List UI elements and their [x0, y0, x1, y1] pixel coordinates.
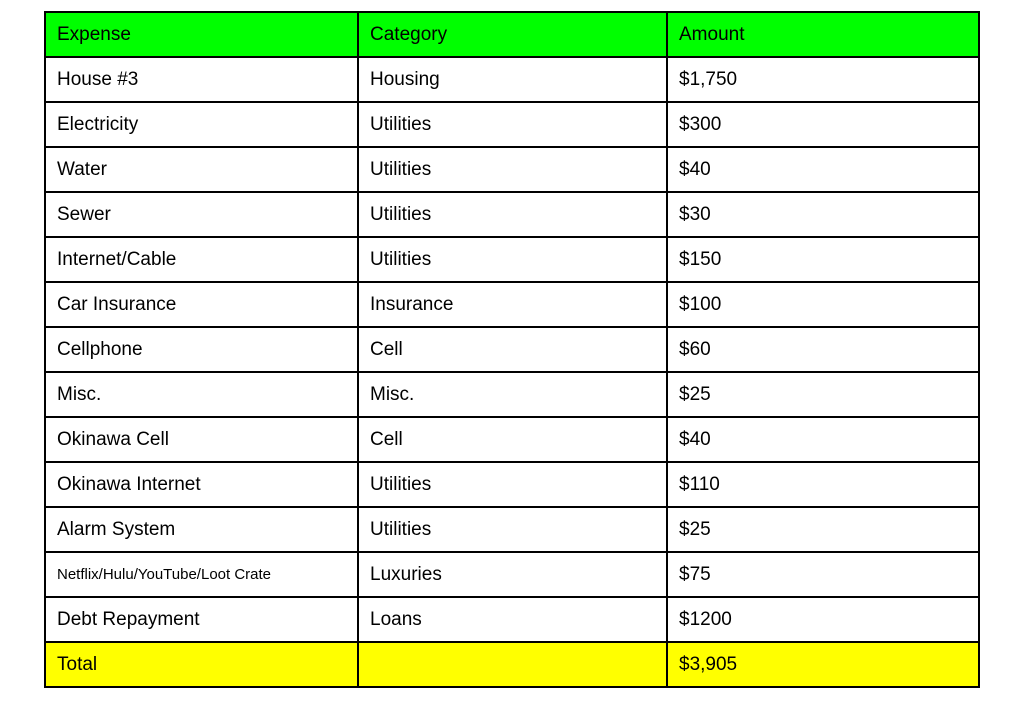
cell-amount: $30	[667, 192, 979, 237]
cell-expense: Okinawa Internet	[45, 462, 358, 507]
table-row	[45, 597, 979, 642]
cell-category: Utilities	[358, 192, 667, 237]
table-row	[45, 507, 979, 552]
cell-category: Insurance	[358, 282, 667, 327]
table-row	[45, 282, 979, 327]
cell-amount: $60	[667, 327, 979, 372]
cell-expense: Misc.	[45, 372, 358, 417]
cell-expense: Internet/Cable	[45, 237, 358, 282]
cell-expense: Netflix/Hulu/YouTube/Loot Crate	[45, 552, 358, 597]
cell-expense: Electricity	[45, 102, 358, 147]
cell-amount: $25	[667, 507, 979, 552]
table-row	[45, 462, 979, 507]
cell-expense: House #3	[45, 57, 358, 102]
table-row	[45, 372, 979, 417]
table-row	[45, 327, 979, 372]
cell-amount: $150	[667, 237, 979, 282]
table-row	[45, 237, 979, 282]
cell-category: Utilities	[358, 507, 667, 552]
cell-amount: $300	[667, 102, 979, 147]
cell-expense: Sewer	[45, 192, 358, 237]
cell-expense: Okinawa Cell	[45, 417, 358, 462]
total-amount-cell: $3,905	[667, 642, 979, 687]
table-row	[45, 147, 979, 192]
cell-expense: Debt Repayment	[45, 597, 358, 642]
table-row	[45, 192, 979, 237]
cell-expense: Water	[45, 147, 358, 192]
cell-amount: $1200	[667, 597, 979, 642]
header-cell-expense: Expense	[45, 12, 358, 57]
total-category-cell	[358, 642, 667, 687]
cell-category: Utilities	[358, 147, 667, 192]
cell-amount: $100	[667, 282, 979, 327]
table-row	[45, 417, 979, 462]
cell-expense: Car Insurance	[45, 282, 358, 327]
cell-amount: $110	[667, 462, 979, 507]
cell-amount: $75	[667, 552, 979, 597]
cell-amount: $40	[667, 417, 979, 462]
cell-amount: $40	[667, 147, 979, 192]
cell-category: Housing	[358, 57, 667, 102]
cell-amount: $1,750	[667, 57, 979, 102]
cell-category: Misc.	[358, 372, 667, 417]
table-row	[45, 57, 979, 102]
expense-table	[44, 11, 980, 688]
table-row	[45, 102, 979, 147]
cell-category: Cell	[358, 327, 667, 372]
cell-expense: Alarm System	[45, 507, 358, 552]
header-cell-category: Category	[358, 12, 667, 57]
cell-category: Luxuries	[358, 552, 667, 597]
cell-expense: Cellphone	[45, 327, 358, 372]
cell-category: Loans	[358, 597, 667, 642]
table-row	[45, 552, 979, 597]
total-label-cell: Total	[45, 642, 358, 687]
cell-amount: $25	[667, 372, 979, 417]
table-total-row	[45, 642, 979, 687]
cell-category: Utilities	[358, 462, 667, 507]
cell-category: Cell	[358, 417, 667, 462]
header-cell-amount: Amount	[667, 12, 979, 57]
table-header-row	[45, 12, 979, 57]
cell-category: Utilities	[358, 102, 667, 147]
cell-category: Utilities	[358, 237, 667, 282]
